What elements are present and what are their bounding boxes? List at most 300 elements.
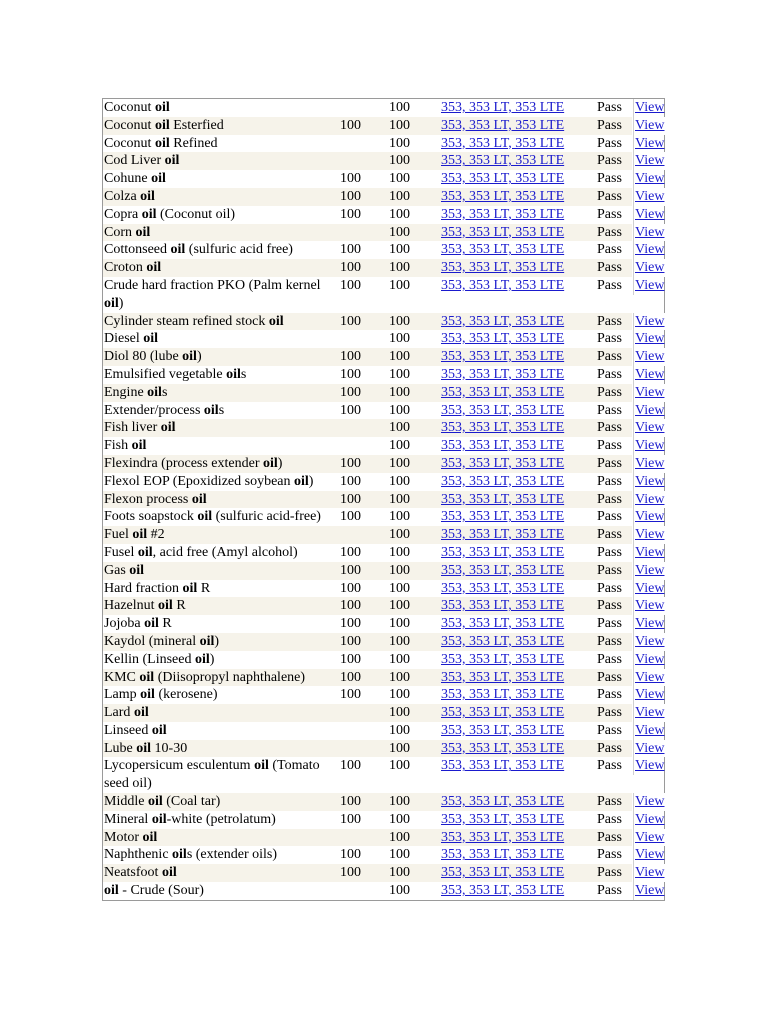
result-cell: Pass	[596, 526, 632, 544]
chemical-name	[103, 757, 339, 793]
view-link[interactable]: View	[633, 704, 671, 722]
view-link[interactable]: View	[633, 473, 671, 491]
result-cell: Pass	[597, 758, 622, 774]
keyword-oil: oil	[104, 295, 119, 311]
chemical-name	[103, 580, 339, 598]
value-column-2: 100	[389, 509, 410, 525]
value-column-1	[339, 135, 388, 153]
result-cell: Pass	[597, 509, 622, 525]
approvals-link[interactable]: 353, 353 LT, 353 LTE	[441, 384, 565, 400]
view-link[interactable]: View	[633, 99, 671, 117]
name-text: Coconut	[104, 117, 155, 133]
approvals-link[interactable]: 353, 353 LT, 353 LTE	[441, 455, 565, 471]
name-text: Fish liver	[104, 420, 161, 436]
name-text: Neatsfoot	[104, 865, 162, 881]
name-text: Fish	[104, 438, 132, 454]
name-text: (sulfuric acid free)	[185, 242, 293, 258]
approvals-link[interactable]: 353, 353 LT, 353 LTE	[441, 883, 565, 899]
name-text: s (extender oils)	[186, 847, 278, 863]
keyword-oil: oil	[197, 509, 213, 525]
value-column-1: 100	[340, 509, 361, 525]
value-column-1	[339, 722, 388, 740]
value-column-2: 100	[389, 277, 410, 293]
approvals-link[interactable]: 353, 353 LT, 353 LTE	[441, 135, 565, 151]
result-cell: Pass	[596, 562, 632, 580]
name-text: Flexol EOP (Epoxidized soybean	[104, 473, 295, 489]
name-text: Cylinder steam refined stock	[104, 313, 269, 329]
view-link[interactable]: View	[633, 384, 671, 402]
view-link[interactable]: View	[633, 188, 671, 206]
name-text: #2	[147, 527, 165, 543]
view-link[interactable]: View	[633, 402, 671, 420]
chemical-name	[103, 206, 339, 224]
value-column-1: 100	[339, 348, 388, 366]
view-link[interactable]: View	[633, 793, 671, 811]
value-column-2: 100	[388, 384, 440, 402]
value-column-1: 100	[340, 758, 361, 774]
name-text: Motor	[104, 829, 143, 845]
approvals-link[interactable]: 353, 353 LT, 353 LTE	[441, 794, 565, 810]
name-text: Diesel	[104, 331, 144, 347]
value-column-2: 100	[389, 883, 410, 899]
view-link[interactable]: View	[633, 224, 671, 242]
table-row	[103, 188, 671, 206]
table-row	[103, 384, 671, 402]
result-cell: Pass	[597, 883, 622, 899]
view-link[interactable]: View	[633, 740, 671, 758]
result-cell: Pass	[596, 152, 632, 170]
view-link[interactable]: View	[633, 669, 671, 687]
chemical-name	[103, 152, 339, 170]
result-cell: Pass	[597, 811, 622, 827]
chemical-name	[103, 846, 339, 864]
approvals-link[interactable]: 353, 353 LT, 353 LTE	[441, 171, 565, 187]
value-column-1: 100	[340, 242, 361, 258]
keyword-oil: oil	[147, 384, 162, 400]
keyword-oil: oil	[191, 491, 207, 507]
chemical-name	[103, 669, 339, 687]
keyword-oil: oil	[151, 811, 167, 827]
value-column-1	[339, 224, 388, 242]
value-column-2: 100	[389, 722, 410, 738]
name-text: s	[161, 384, 168, 400]
view-link[interactable]: View	[633, 829, 671, 847]
value-column-2: 100	[389, 100, 410, 115]
name-text: , acid free (Amyl alcohol)	[152, 544, 298, 560]
chemical-name	[103, 740, 339, 758]
keyword-oil: oil	[147, 794, 163, 810]
approvals-link[interactable]: 353, 353 LT, 353 LTE	[441, 722, 565, 738]
value-column-1	[339, 419, 388, 437]
result-cell: Pass	[596, 117, 632, 135]
name-text: 10-30	[151, 740, 188, 756]
name-text: Refined	[169, 135, 218, 151]
value-column-2: 100	[388, 704, 440, 722]
chemical-name	[103, 313, 339, 331]
table-row	[103, 224, 671, 242]
approvals-link[interactable]: 353, 353 LT, 353 LTE	[441, 598, 565, 614]
view-link[interactable]: View	[633, 437, 671, 455]
name-text: (Coal tar)	[162, 794, 221, 810]
chemical-name	[103, 384, 339, 402]
name-text: Colza	[104, 188, 141, 204]
view-link[interactable]: View	[633, 597, 671, 615]
result-cell: Pass	[597, 366, 622, 382]
value-column-2: 100	[389, 402, 410, 418]
name-text: R	[197, 580, 211, 596]
result-cell: Pass	[596, 348, 632, 366]
result-cell: Pass	[597, 331, 622, 347]
approvals-link[interactable]: 353, 353 LT, 353 LTE	[441, 580, 565, 596]
keyword-oil: oil	[137, 544, 153, 560]
value-column-1: 100	[339, 117, 388, 135]
view-link[interactable]: View	[633, 526, 671, 544]
value-column-2: 100	[389, 206, 410, 222]
name-text: -white (petrolatum)	[166, 811, 276, 827]
chemical-name	[103, 544, 339, 562]
approvals-link[interactable]: 353, 353 LT, 353 LTE	[441, 705, 565, 721]
keyword-oil: oil	[140, 188, 155, 204]
view-link[interactable]: View	[633, 580, 671, 598]
chemical-name	[103, 188, 339, 206]
keyword-oil: oil	[158, 598, 173, 614]
view-link[interactable]: View	[633, 633, 671, 651]
keyword-oil: oil	[154, 100, 170, 115]
table-row	[103, 419, 671, 437]
name-text: Esterfied	[169, 117, 224, 133]
table-row	[103, 152, 671, 170]
keyword-oil: oil	[141, 206, 157, 222]
view-link[interactable]: View	[633, 491, 671, 509]
value-column-1: 100	[340, 580, 361, 596]
name-text: )	[277, 455, 283, 471]
name-text: Emulsified vegetable	[104, 366, 227, 382]
table-row	[103, 437, 671, 455]
value-column-2: 100	[389, 616, 410, 632]
value-column-1: 100	[340, 171, 361, 187]
table-row	[103, 330, 671, 348]
chemical-name	[103, 99, 339, 117]
name-text: R	[158, 616, 172, 632]
value-column-2: 100	[389, 366, 410, 382]
table-row	[103, 135, 671, 153]
table-row	[103, 704, 671, 722]
view-link[interactable]: View	[633, 846, 671, 864]
table-row	[103, 402, 671, 420]
keyword-oil: oil	[203, 402, 219, 418]
result-cell: Pass	[597, 242, 622, 258]
value-column-2: 100	[389, 331, 410, 347]
view-link[interactable]: View	[633, 419, 671, 437]
view-link[interactable]: View	[633, 117, 671, 135]
approvals-link[interactable]: 353, 353 LT, 353 LTE	[441, 491, 565, 507]
chemical-resistance-table	[102, 98, 665, 901]
table-row	[103, 206, 671, 224]
keyword-oil: oil	[199, 633, 215, 649]
keyword-oil: oil	[129, 562, 145, 578]
approvals-link[interactable]: 353, 353 LT, 353 LTE	[441, 188, 565, 204]
chemical-name	[103, 330, 339, 348]
value-column-2: 100	[389, 811, 410, 827]
keyword-oil: oil	[151, 722, 167, 738]
approvals-link[interactable]: 353, 353 LT, 353 LTE	[441, 349, 565, 365]
view-link[interactable]: View	[633, 686, 671, 704]
view-link[interactable]: View	[633, 206, 671, 224]
table-row	[103, 544, 671, 562]
approvals-link[interactable]: 353, 353 LT, 353 LTE	[441, 260, 565, 276]
value-column-1: 100	[340, 687, 361, 703]
chemical-name	[103, 882, 339, 900]
approvals-link[interactable]: 353, 353 LT, 353 LTE	[441, 277, 565, 293]
view-link[interactable]: View	[633, 882, 671, 900]
approvals-link[interactable]: 353, 353 LT, 353 LTE	[441, 242, 565, 258]
name-text: - Crude (Sour)	[118, 883, 204, 899]
table-row	[103, 846, 671, 864]
approvals-link[interactable]: 353, 353 LT, 353 LTE	[441, 527, 565, 543]
value-column-1: 100	[340, 544, 361, 560]
keyword-oil: oil	[133, 705, 149, 721]
keyword-oil: oil	[131, 438, 147, 454]
table-row	[103, 526, 671, 544]
approvals-link[interactable]: 353, 353 LT, 353 LTE	[441, 616, 565, 632]
value-column-2: 100	[388, 419, 440, 437]
view-link[interactable]: View	[633, 170, 671, 188]
view-link[interactable]: View	[633, 722, 671, 740]
result-cell: Pass	[596, 313, 632, 331]
name-text: (Tomato seed oil)	[104, 758, 320, 792]
name-text: Lard	[104, 705, 134, 721]
approvals-link[interactable]: 353, 353 LT, 353 LTE	[441, 117, 565, 133]
value-column-2: 100	[388, 313, 440, 331]
value-column-1: 100	[340, 277, 361, 293]
keyword-oil: oil	[143, 331, 159, 347]
value-column-1	[339, 882, 388, 900]
value-column-1: 100	[339, 259, 388, 277]
table-row	[103, 633, 671, 651]
approvals-link[interactable]: 353, 353 LT, 353 LTE	[441, 687, 565, 703]
approvals-link[interactable]: 353, 353 LT, 353 LTE	[441, 829, 565, 845]
value-column-1: 100	[340, 651, 361, 667]
name-text: Extender/process	[104, 402, 204, 418]
result-cell: Pass	[596, 829, 632, 847]
value-column-2: 100	[388, 829, 440, 847]
view-link[interactable]: View	[633, 757, 671, 775]
table-row	[103, 864, 671, 882]
value-column-1: 100	[340, 847, 361, 863]
approvals-link[interactable]: 353, 353 LT, 353 LTE	[441, 473, 565, 489]
value-column-2: 100	[389, 544, 410, 560]
table-row	[103, 686, 671, 704]
result-cell: Pass	[596, 740, 632, 758]
table-row	[103, 757, 671, 793]
keyword-oil: oil	[182, 349, 197, 365]
approvals-link[interactable]: 353, 353 LT, 353 LTE	[441, 366, 565, 382]
keyword-oil: oil	[164, 153, 180, 169]
value-column-2: 100	[388, 259, 440, 277]
result-cell: Pass	[596, 491, 632, 509]
approvals-link[interactable]: 353, 353 LT, 353 LTE	[441, 100, 565, 115]
keyword-oil: oil	[135, 224, 151, 240]
approvals-link[interactable]: 353, 353 LT, 353 LTE	[441, 438, 565, 454]
approvals-link[interactable]: 353, 353 LT, 353 LTE	[441, 847, 565, 863]
view-link[interactable]: View	[633, 615, 671, 633]
value-column-1: 100	[339, 864, 388, 882]
table-body	[103, 99, 671, 900]
view-link[interactable]: View	[633, 455, 671, 473]
value-column-1: 100	[339, 455, 388, 473]
view-link[interactable]: View	[633, 135, 671, 153]
value-column-2: 100	[388, 793, 440, 811]
approvals-link[interactable]: 353, 353 LT, 353 LTE	[441, 865, 565, 881]
name-text: Corn	[104, 224, 136, 240]
chemical-name	[103, 473, 339, 491]
value-column-2: 100	[389, 651, 410, 667]
approvals-link[interactable]: 353, 353 LT, 353 LTE	[441, 669, 565, 685]
value-column-1: 100	[340, 811, 361, 827]
view-link[interactable]: View	[633, 651, 671, 669]
table-row	[103, 811, 671, 829]
view-link[interactable]: View	[633, 277, 671, 295]
table-row	[103, 722, 671, 740]
view-link[interactable]: View	[633, 241, 671, 259]
table-row	[103, 241, 671, 259]
view-link[interactable]: View	[633, 366, 671, 384]
value-column-2: 100	[389, 473, 410, 489]
value-column-1: 100	[339, 384, 388, 402]
result-cell: Pass	[597, 171, 622, 187]
approvals-link[interactable]: 353, 353 LT, 353 LTE	[441, 331, 565, 347]
value-column-2: 100	[389, 758, 410, 774]
name-text: )	[196, 349, 202, 365]
table-row	[103, 651, 671, 669]
approvals-link[interactable]: 353, 353 LT, 353 LTE	[441, 740, 565, 756]
chemical-name	[103, 686, 339, 704]
view-link[interactable]: View	[633, 562, 671, 580]
approvals-link[interactable]: 353, 353 LT, 353 LTE	[441, 633, 565, 649]
value-column-2: 100	[389, 847, 410, 863]
approvals-link[interactable]: 353, 353 LT, 353 LTE	[441, 758, 565, 774]
value-column-1	[339, 740, 388, 758]
chemical-name	[103, 224, 339, 242]
result-cell: Pass	[597, 847, 622, 863]
chemical-name	[103, 704, 339, 722]
result-cell: Pass	[596, 419, 632, 437]
table-row	[103, 259, 671, 277]
value-column-1: 100	[339, 491, 388, 509]
value-column-2: 100	[389, 171, 410, 187]
keyword-oil: oil	[139, 669, 155, 685]
table-row	[103, 473, 671, 491]
result-cell: Pass	[597, 135, 622, 151]
table-row	[103, 455, 671, 473]
value-column-2: 100	[388, 864, 440, 882]
result-cell: Pass	[596, 224, 632, 242]
value-column-2: 100	[388, 224, 440, 242]
result-cell: Pass	[597, 651, 622, 667]
table-row	[103, 99, 671, 117]
view-link[interactable]: View	[633, 152, 671, 170]
table-row	[103, 508, 671, 526]
chemical-name	[103, 419, 339, 437]
value-column-2: 100	[388, 526, 440, 544]
view-link[interactable]: View	[633, 508, 671, 526]
name-text: Crude hard fraction PKO (Palm kernel	[104, 277, 321, 293]
keyword-oil: oil	[182, 580, 198, 596]
name-text: (Diisopropyl naphthalene)	[154, 669, 306, 685]
name-text: )	[209, 651, 215, 667]
value-column-2: 100	[388, 455, 440, 473]
table-row	[103, 669, 671, 687]
approvals-link[interactable]: 353, 353 LT, 353 LTE	[441, 651, 565, 667]
name-text: R	[172, 598, 186, 614]
result-cell: Pass	[596, 669, 632, 687]
name-text: Jojoba	[104, 616, 145, 632]
chemical-name	[103, 526, 339, 544]
chemical-name	[103, 793, 339, 811]
chemical-name	[103, 135, 339, 153]
value-column-1: 100	[339, 633, 388, 651]
result-cell: Pass	[597, 100, 622, 115]
table-row	[103, 562, 671, 580]
name-text: Hard fraction	[104, 580, 183, 596]
result-cell: Pass	[597, 616, 622, 632]
chemical-name	[103, 259, 339, 277]
view-link[interactable]: View	[633, 348, 671, 366]
view-link[interactable]: View	[633, 811, 671, 829]
approvals-link[interactable]: 353, 353 LT, 353 LTE	[441, 402, 565, 418]
value-column-1: 100	[340, 473, 361, 489]
view-link[interactable]: View	[633, 330, 671, 348]
result-cell: Pass	[597, 402, 622, 418]
value-column-2: 100	[388, 597, 440, 615]
approvals-link[interactable]: 353, 353 LT, 353 LTE	[441, 313, 565, 329]
name-text: Kaydol (mineral	[104, 633, 200, 649]
table-row	[103, 313, 671, 331]
chemical-name	[103, 597, 339, 615]
approvals-link[interactable]: 353, 353 LT, 353 LTE	[441, 544, 565, 560]
view-link[interactable]: View	[633, 544, 671, 562]
value-column-1: 100	[339, 669, 388, 687]
approvals-link[interactable]: 353, 353 LT, 353 LTE	[441, 811, 565, 827]
approvals-link[interactable]: 353, 353 LT, 353 LTE	[441, 153, 565, 169]
name-text: Fusel	[104, 544, 138, 560]
approvals-link[interactable]: 353, 353 LT, 353 LTE	[441, 562, 565, 578]
result-cell: Pass	[597, 473, 622, 489]
approvals-link[interactable]: 353, 353 LT, 353 LTE	[441, 206, 565, 222]
approvals-link[interactable]: 353, 353 LT, 353 LTE	[441, 420, 565, 436]
view-link[interactable]: View	[633, 259, 671, 277]
result-cell: Pass	[596, 455, 632, 473]
value-column-1: 100	[339, 597, 388, 615]
table-row	[103, 366, 671, 384]
chemical-name	[103, 402, 339, 420]
name-text: Lamp	[104, 687, 141, 703]
value-column-2: 100	[388, 562, 440, 580]
value-column-1: 100	[339, 562, 388, 580]
value-column-1: 100	[339, 188, 388, 206]
view-link[interactable]: View	[633, 313, 671, 331]
view-link[interactable]: View	[633, 864, 671, 882]
value-column-2: 100	[389, 438, 410, 454]
keyword-oil: oil	[151, 171, 166, 187]
approvals-link[interactable]: 353, 353 LT, 353 LTE	[441, 509, 565, 525]
table-row	[103, 597, 671, 615]
table-row	[103, 348, 671, 366]
value-column-1	[339, 437, 388, 455]
value-column-2: 100	[388, 348, 440, 366]
approvals-link[interactable]: 353, 353 LT, 353 LTE	[441, 224, 565, 240]
value-column-1: 100	[339, 793, 388, 811]
